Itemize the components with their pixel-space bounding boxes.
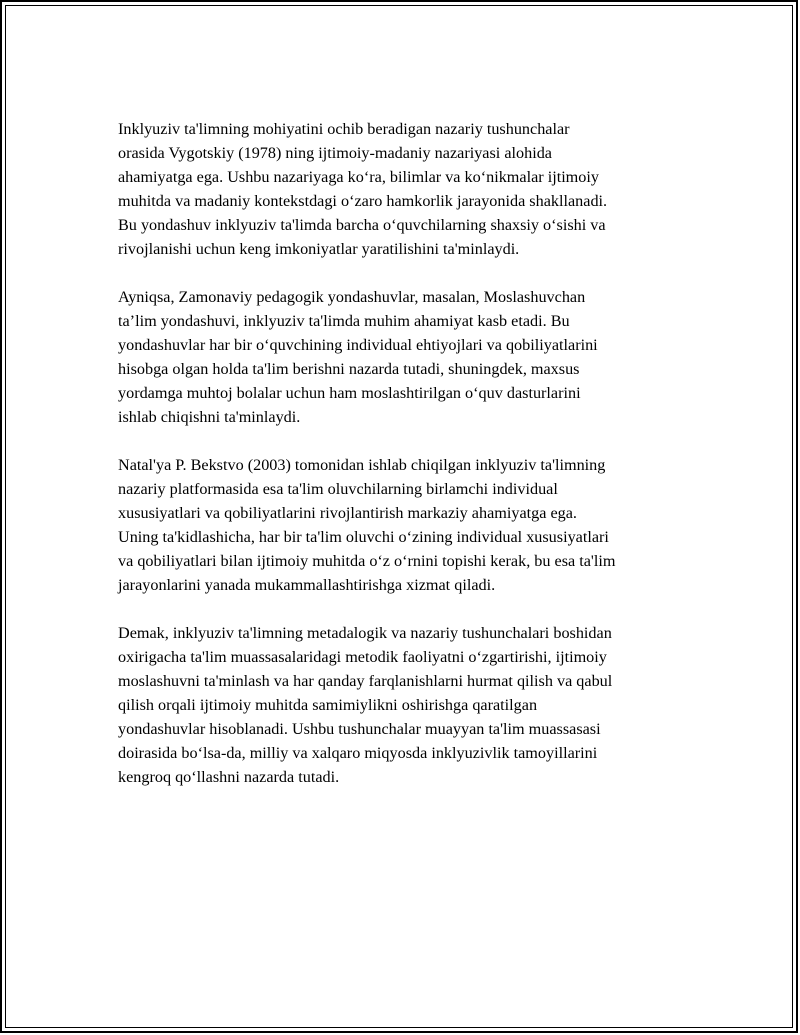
document-body bbox=[118, 117, 688, 813]
paragraph-2: Ayniqsa, Zamonaviy pedagogik yondashuvlar, masalan, Moslashuvchan ta’lim yondashuvi, inklyuziv ta'limda muhim ahamiyat kasb etadi. Bu yondashuvlar har bir o‘quvchining individual ehtiyojlari va qobiliyatlarini hisobga olgan holda ta'lim berishni nazarda tutadi, shuningdek, maxsus yordamga muhtoj bolalar uchun ham moslashtirilgan o‘quv dasturlarini ishlab chiqishni ta'minlaydi. bbox=[118, 288, 598, 426]
paragraph-1: Inklyuziv ta'limning mohiyatini ochib beradigan nazariy tushunchalar orasida Vygotskiy (1978) ning ijtimoiy-madaniy nazariyasi alohida ahamiyatga ega. Ushbu nazariyaga ko‘ra, bilimlar va ko‘nikmalar ijtimoiy muhitda va madaniy kontekstdagi o‘zaro hamkorlik jarayonida shakllanadi. Bu yondashuv inklyuziv ta'limda barcha o‘quvchilarning shaxsiy o‘sishi va rivojlanishi uchun keng imkoniyatlar yaratilishini ta'minlaydi. bbox=[118, 120, 608, 258]
paragraph-4: Demak, inklyuziv ta'limning metadalogik va nazariy tushunchalari boshidan oxirigacha ta'lim muassasalaridagi metodik faoliyatni o‘zgartirishi, ijtimoiy moslashuvni ta'minlash va har qanday farqlanishlarni hurmat qilish va qabul qilish orqali ijtimoiy muhitda samimiylikni oshirishga qaratilgan yondashuvlar hisoblanadi. Ushbu tushunchalar muayyan ta'lim muassasasi doirasida bo‘lsa-da, milliy va xalqaro miqyosda inklyuzivlik tamoyillarini kengroq qo‘llashni nazarda tutadi. bbox=[118, 624, 613, 786]
paragraph-3: Natal'ya P. Bekstvo (2003) tomonidan ishlab chiqilgan inklyuziv ta'limning nazariy platformasida esa ta'lim oluvchilarning birlamchi individual xususiyatlari va qobiliyatlarini rivojlantirish markaziy ahamiyatga ega. Uning ta'kidlashicha, har bir ta'lim oluvchi o‘zining individual xususiyatlari va qobiliyatlari bilan ijtimoiy muhitda o‘z o‘rnini topishi kerak, bu esa ta'lim jarayonlarini yanada mukammallashtirishga xizmat qiladi. bbox=[118, 456, 616, 594]
